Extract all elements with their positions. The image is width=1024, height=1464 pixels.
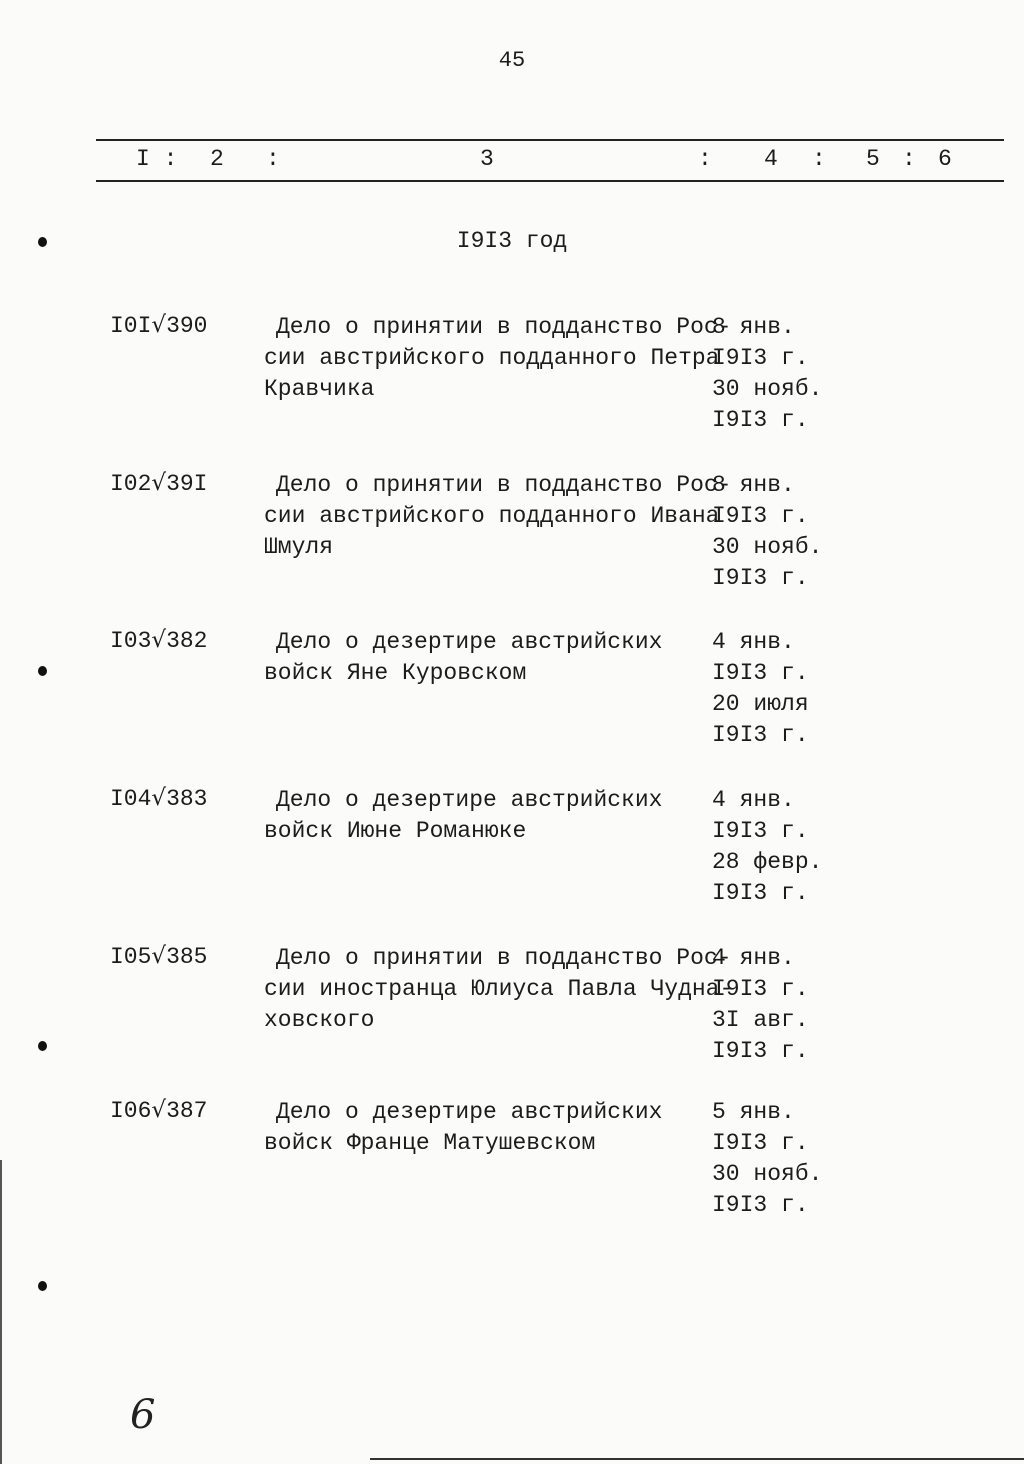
column-separator: : xyxy=(812,146,826,172)
end-date: 20 июля xyxy=(712,691,809,717)
column-header-1: I : xyxy=(136,146,178,172)
end-year: I9I3 г. xyxy=(712,1038,809,1064)
column-separator: : xyxy=(902,146,916,172)
description-line: Дело о дезертире австрийских xyxy=(276,629,663,655)
page-edge-line xyxy=(0,1160,2,1464)
description-line: сии австрийского подданного Петра xyxy=(264,345,720,371)
reference-number: 39I xyxy=(166,471,208,497)
reference-number: 385 xyxy=(166,944,208,970)
year-heading: I9I3 год xyxy=(456,228,568,254)
end-date: 3I авг. xyxy=(712,1007,809,1033)
start-year: I9I3 г. xyxy=(712,976,809,1002)
header-rule-bottom xyxy=(96,180,1004,182)
entry-number xyxy=(110,627,208,654)
column-header-5: 5 xyxy=(866,146,880,172)
reference-number: 382 xyxy=(166,628,208,654)
entry-dates xyxy=(712,627,809,751)
start-date: 8 янв. xyxy=(712,314,795,340)
check-mark-icon: √ xyxy=(151,785,167,811)
description-line: войск Июне Романюке xyxy=(264,818,527,844)
check-mark-icon: √ xyxy=(151,943,167,969)
case-number: I04 xyxy=(110,786,152,812)
page-number: 45 xyxy=(498,48,526,73)
description-line: Дело о принятии в подданство Рос- xyxy=(276,314,732,340)
case-number: I05 xyxy=(110,944,152,970)
reference-number: 387 xyxy=(166,1098,208,1124)
end-date: 30 нояб. xyxy=(712,534,823,560)
start-date: 4 янв. xyxy=(712,787,795,813)
entry-dates xyxy=(712,1097,822,1221)
punch-hole-icon xyxy=(38,666,47,676)
entry-number xyxy=(110,470,208,497)
case-number: I06 xyxy=(110,1098,152,1124)
start-year: I9I3 г. xyxy=(712,1130,809,1156)
column-header-3: 3 xyxy=(480,146,494,172)
punch-hole-icon xyxy=(38,1281,47,1291)
description-line: войск Франце Матушевском xyxy=(264,1130,596,1156)
check-mark-icon: √ xyxy=(151,470,167,496)
case-number: I0I xyxy=(110,313,152,339)
entry-description xyxy=(264,943,734,1036)
entry-description xyxy=(264,470,732,563)
end-date: 30 нояб. xyxy=(712,1161,823,1187)
header-rule-top xyxy=(96,139,1004,141)
check-mark-icon: √ xyxy=(151,1097,167,1123)
description-line: Дело о дезертире австрийских xyxy=(276,1099,663,1125)
start-year: I9I3 г. xyxy=(712,660,809,686)
description-line: сии иностранца Юлиуса Павла Чудна- xyxy=(264,976,734,1002)
entry-dates xyxy=(712,470,822,594)
entry-number xyxy=(110,312,208,339)
check-mark-icon: √ xyxy=(151,627,167,653)
column-separator: : xyxy=(266,146,280,172)
start-date: 4 янв. xyxy=(712,945,795,971)
column-header-2: 2 xyxy=(210,146,224,172)
start-year: I9I3 г. xyxy=(712,345,809,371)
description-line: сии австрийского подданного Ивана xyxy=(264,503,720,529)
entry-description xyxy=(264,312,732,405)
end-year: I9I3 г. xyxy=(712,880,809,906)
end-date: 28 февр. xyxy=(712,849,823,875)
case-number: I02 xyxy=(110,471,152,497)
column-header-4: 4 xyxy=(764,146,778,172)
entry-number xyxy=(110,943,208,970)
punch-hole-icon xyxy=(38,1041,47,1051)
end-date: 30 нояб. xyxy=(712,376,823,402)
entry-number xyxy=(110,1097,208,1124)
end-year: I9I3 г. xyxy=(712,722,809,748)
description-line: Кравчика xyxy=(264,376,375,402)
description-line: Дело о принятии в подданство Рос- xyxy=(276,472,732,498)
end-year: I9I3 г. xyxy=(712,407,809,433)
end-year: I9I3 г. xyxy=(712,1192,809,1218)
punch-hole-icon xyxy=(38,237,47,247)
case-number: I03 xyxy=(110,628,152,654)
description-line: Шмуля xyxy=(264,534,334,560)
column-separator: : xyxy=(698,146,712,172)
start-year: I9I3 г. xyxy=(712,818,809,844)
reference-number: 390 xyxy=(166,313,208,339)
entry-description xyxy=(264,1097,704,1159)
end-year: I9I3 г. xyxy=(712,565,809,591)
reference-number: 383 xyxy=(166,786,208,812)
check-mark-icon: √ xyxy=(151,312,167,338)
start-date: 8 янв. xyxy=(712,472,795,498)
entry-number xyxy=(110,785,208,812)
handwritten-note: 6 xyxy=(130,1392,156,1438)
entry-description xyxy=(264,627,704,689)
entry-dates xyxy=(712,312,822,436)
description-line: войск Яне Куровском xyxy=(264,660,527,686)
start-date: 4 янв. xyxy=(712,629,795,655)
description-line: ховского xyxy=(264,1007,375,1033)
page-edge-line xyxy=(370,1458,1024,1460)
entry-description xyxy=(264,785,704,847)
entry-dates xyxy=(712,943,809,1067)
description-line: Дело о дезертире австрийских xyxy=(276,787,663,813)
start-year: I9I3 г. xyxy=(712,503,809,529)
entry-dates xyxy=(712,785,822,909)
description-line: Дело о принятии в подданство Рос- xyxy=(276,945,732,971)
start-date: 5 янв. xyxy=(712,1099,795,1125)
column-header-6: 6 xyxy=(938,146,952,172)
